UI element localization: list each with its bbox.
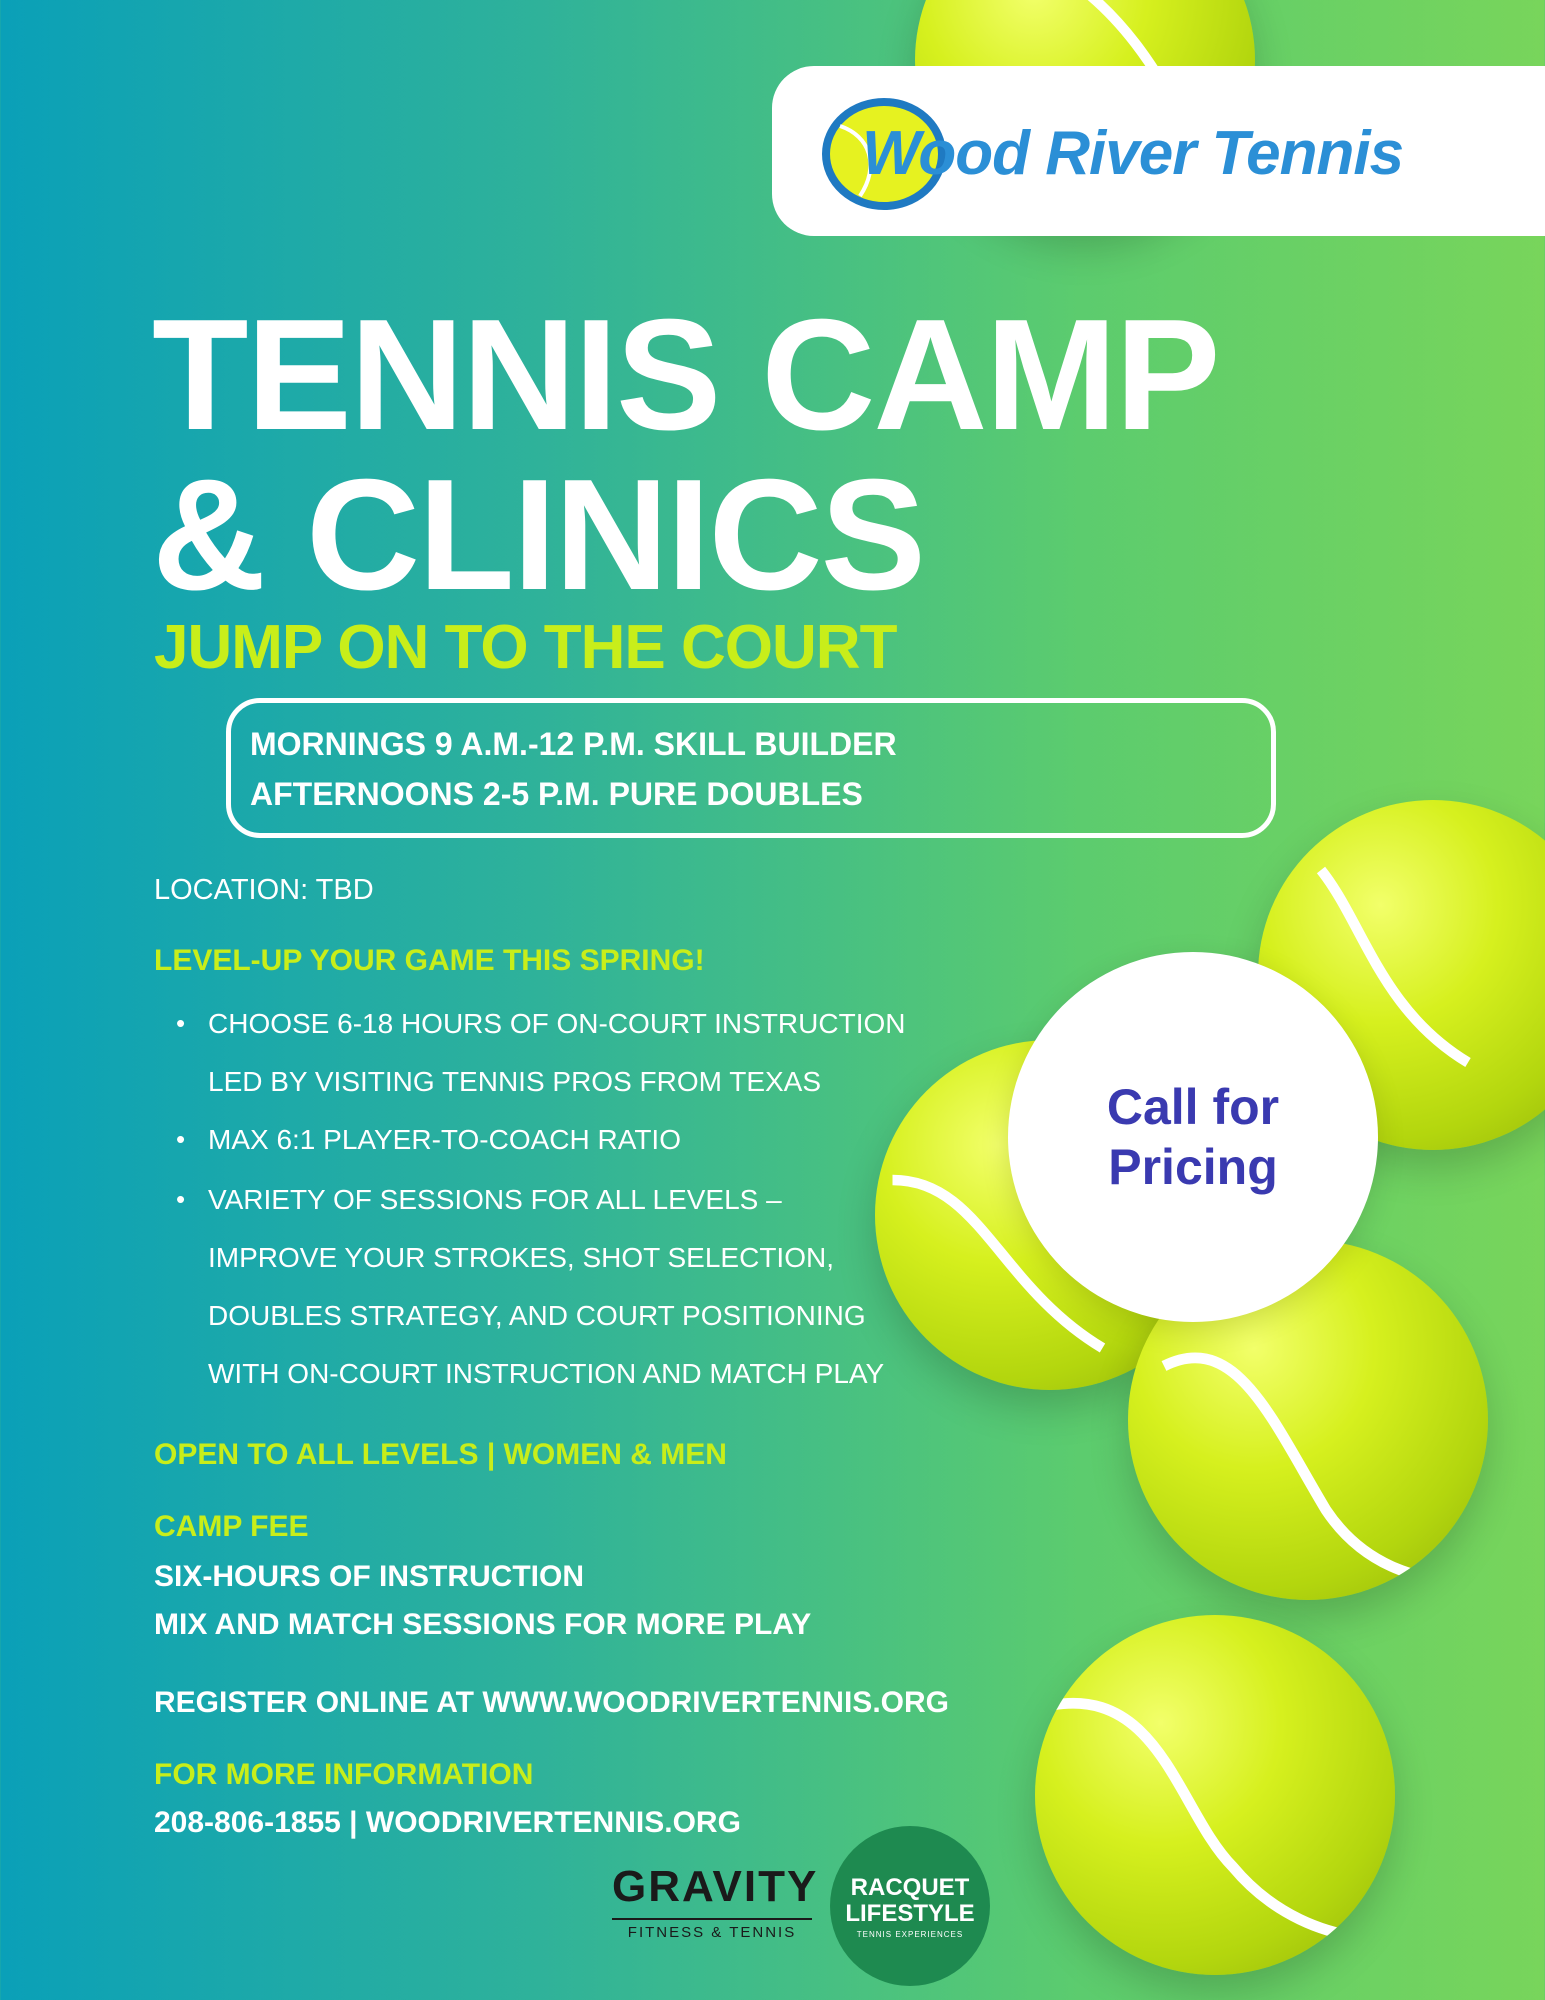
bullet-1-line-1: CHOOSE 6-18 HOURS OF ON-COURT INSTRUCTION: [208, 1008, 906, 1039]
gravity-logo-rule: [612, 1918, 812, 1920]
bullet-3-line-4: WITH ON-COURT INSTRUCTION AND MATCH PLAY: [208, 1358, 885, 1389]
bullet-3-line-1: VARIETY OF SESSIONS FOR ALL LEVELS –: [208, 1184, 782, 1215]
bullet-3-line-3: DOUBLES STRATEGY, AND COURT POSITIONING: [208, 1300, 866, 1331]
tennis-ball-bottom: [1035, 1615, 1395, 1975]
bullet-marker-3: •: [176, 1184, 186, 1214]
levelup-heading: LEVEL-UP YOUR GAME THIS SPRING!: [154, 944, 705, 977]
bullet-marker-1: •: [176, 1008, 186, 1038]
bullet-3-line-2: IMPROVE YOUR STROKES, SHOT SELECTION,: [208, 1242, 834, 1273]
open-to-text: OPEN TO ALL LEVELS | WOMEN & MEN: [154, 1438, 727, 1471]
gravity-logo-subtext: FITNESS & TENNIS: [627, 1924, 797, 1941]
page-title-line-2: & CLINICS: [152, 447, 924, 623]
schedule-morning: MORNINGS 9 A.M.-12 P.M. SKILL BUILDER: [250, 726, 897, 762]
contact-text: 208-806-1855 | WOODRIVERTENNIS.ORG: [154, 1806, 741, 1839]
more-info-heading: FOR MORE INFORMATION: [154, 1758, 534, 1791]
camp-fee-heading: CAMP FEE: [154, 1510, 309, 1543]
racquet-logo-subtext: TENNIS EXPERIENCES: [856, 1930, 964, 1939]
schedule-box: [226, 698, 1276, 838]
camp-fee-line-1: SIX-HOURS OF INSTRUCTION: [154, 1560, 585, 1593]
racquet-logo-line-1: RACQUET: [850, 1874, 970, 1901]
bullet-marker-2: •: [176, 1124, 186, 1154]
page-title-line-1: TENNIS CAMP: [152, 287, 1219, 463]
register-text: REGISTER ONLINE AT WWW.WOODRIVERTENNIS.ORG: [154, 1686, 949, 1719]
gravity-logo-text: GRAVITY: [612, 1862, 819, 1911]
subtitle: JUMP ON TO THE COURT: [154, 613, 897, 682]
racquet-lifestyle-logo: [830, 1826, 990, 1986]
schedule-afternoon: AFTERNOONS 2-5 P.M. PURE DOUBLES: [250, 776, 863, 812]
pricing-line-1: Call for: [1106, 1079, 1280, 1135]
location-text: LOCATION: TBD: [154, 874, 374, 906]
camp-fee-line-2: MIX AND MATCH SESSIONS FOR MORE PLAY: [154, 1608, 812, 1641]
bullet-1-line-2: LED BY VISITING TENNIS PROS FROM TEXAS: [208, 1066, 822, 1097]
racquet-logo-line-2: LIFESTYLE: [845, 1900, 975, 1927]
gravity-logo: [612, 1862, 819, 1942]
bullet-2-line-1: MAX 6:1 PLAYER-TO-COACH RATIO: [208, 1124, 681, 1155]
pricing-badge: [1008, 952, 1378, 1322]
pricing-line-2: Pricing: [1108, 1139, 1278, 1195]
logo-text: Wood River Tennis: [862, 119, 1404, 188]
